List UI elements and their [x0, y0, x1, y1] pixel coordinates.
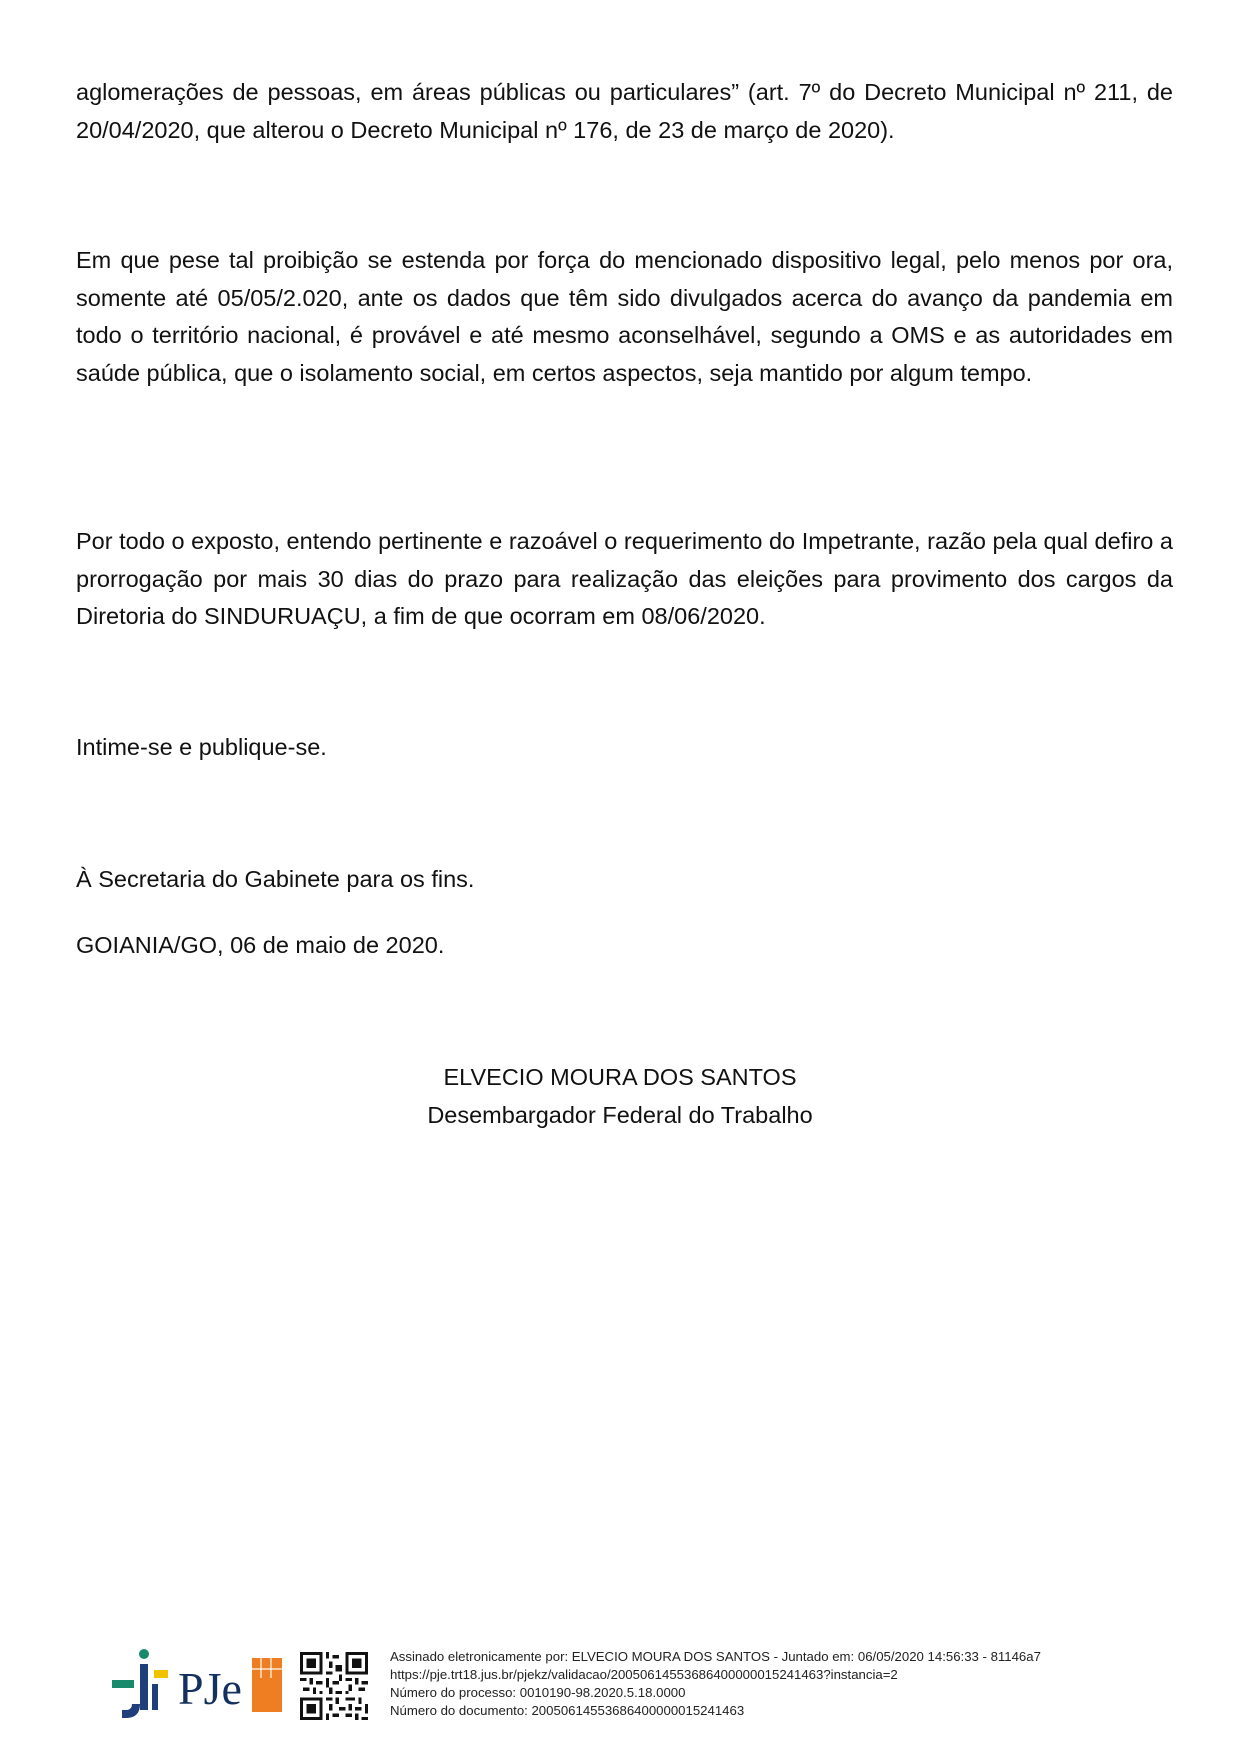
paragraph-decree-reference: aglomerações de pessoas, em áreas públicas ou particulares” (art. 7º do Decreto Municipal nº 211, de 20/04/2020, que alterou o Decreto Municipal nº 176, de 23 de março de 2020).: [76, 79, 1173, 143]
process-number-line: Número do processo: 0010190-98.2020.5.18.0000: [390, 1685, 686, 1700]
place-date-line: GOIANIA/GO, 06 de maio de 2020.: [76, 932, 445, 958]
signature-metadata: [390, 1648, 1041, 1720]
paragraph-isolation: Em que pese tal proibição se estenda por força do mencionado dispositivo legal, pelo menos por ora, somente até 05/05/2.020, ante os dados que têm sido divulgados acerca do avanço da pandemia em todo o território nacional, é provável e até mesmo aconselhável, segundo a OMS e as autoridades em saúde pública, que o isolamento social, em certos aspectos, seja mantido por algum tempo.: [76, 247, 1173, 386]
intimation-line: Intime-se e publique-se.: [76, 734, 327, 760]
signer-name: ELVECIO MOURA DOS SANTOS: [443, 1064, 797, 1090]
referral-line: À Secretaria do Gabinete para os fins.: [76, 866, 475, 892]
paragraph-decision: Por todo o exposto, entendo pertinente e razoável o requerimento do Impetrante, razão pela qual defiro a prorrogação por mais 30 dias do prazo para realização das eleições para provimento dos cargos da Diretoria do SINDURUAÇU, a fim de que ocorram em 08/06/2020.: [76, 528, 1173, 629]
signer-title: Desembargador Federal do Trabalho: [427, 1102, 813, 1128]
qr-code-icon: [300, 1652, 368, 1720]
electronic-signature-footer: [110, 1640, 1130, 1720]
document-number-line: Número do documento: 20050614553686400000015241463: [390, 1703, 745, 1718]
pje-logo: [176, 1654, 288, 1716]
validation-url-link[interactable]: https://pje.trt18.jus.br/pjekz/validacao/20050614553686400000015241463?instancia=2: [390, 1667, 898, 1682]
pje-logo-text: PJe: [178, 1663, 242, 1714]
justica-trabalho-logo-icon: [110, 1648, 170, 1720]
signed-by-line: Assinado eletronicamente por: ELVECIO MOURA DOS SANTOS - Juntado em: 06/05/2020 14:56:33 - 81146a7: [390, 1649, 1041, 1664]
